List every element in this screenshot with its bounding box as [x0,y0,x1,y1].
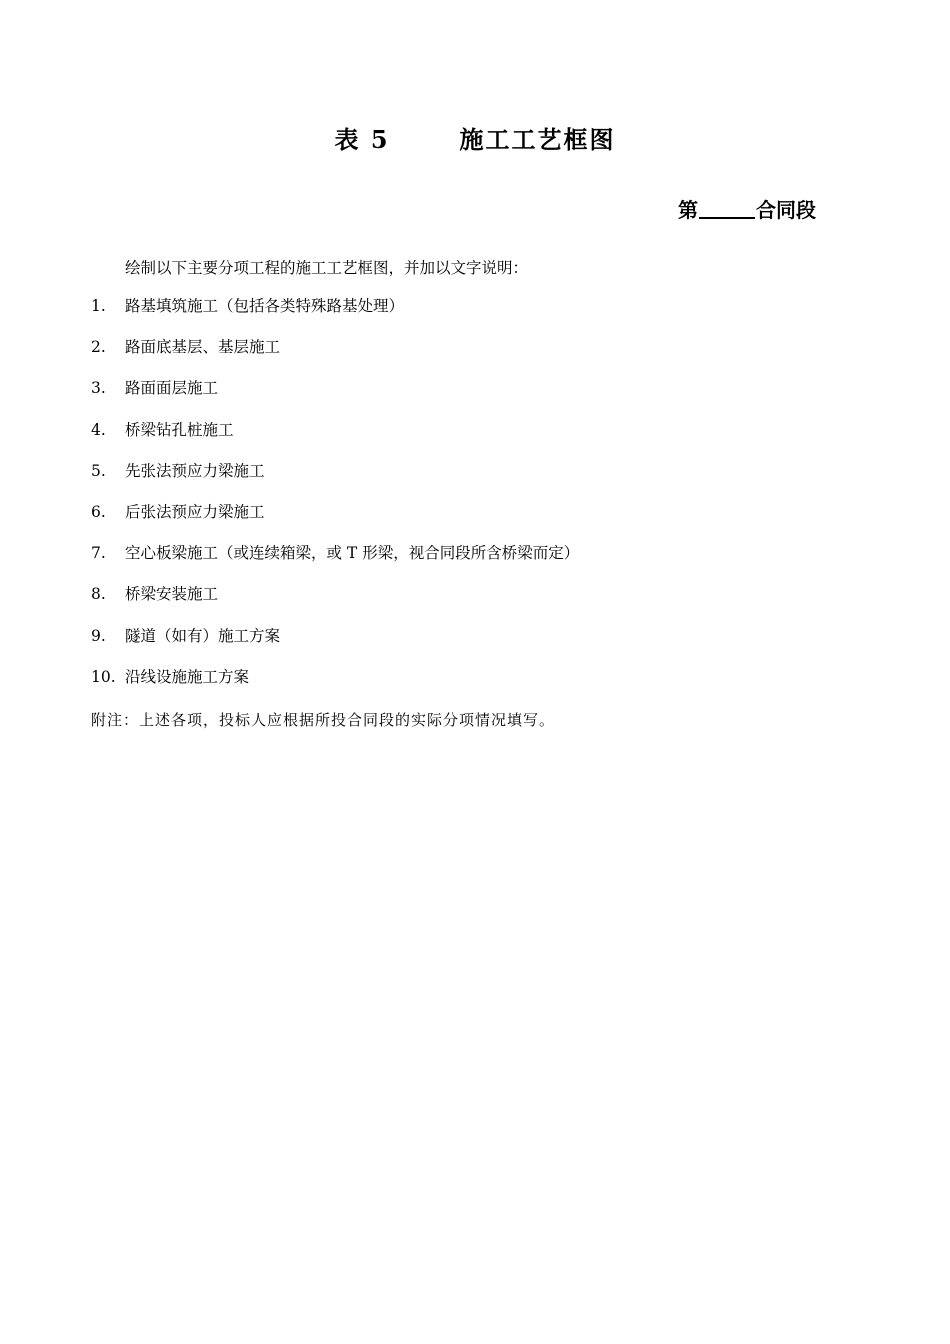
item-text: 沿线设施施工方案 [125,667,250,686]
item-number: 8. [91,585,106,604]
item-text: 先张法预应力梁施工 [125,461,265,480]
list-item [91,461,579,502]
item-text: 桥梁安装施工 [125,585,219,604]
section-suffix: 合同段 [756,198,816,222]
list-item [91,378,579,419]
item-text: 空心板梁施工（或连续箱梁，或 T 形梁，视合同段所含桥梁而定） [125,544,580,563]
item-number: 1. [91,297,106,315]
section-prefix: 第 [678,198,698,222]
section-number-blank [699,217,755,219]
item-number: 10. [91,667,116,686]
list-item [91,543,579,584]
footnote: 附注：上述各项，投标人应根据所投合同段的实际分项情况填写。 [91,711,556,729]
item-number: 3. [91,379,106,398]
item-text: 后张法预应力梁施工 [125,502,265,521]
list-item [91,420,579,461]
page-title [0,120,950,155]
item-list [91,296,579,708]
list-item [91,337,579,378]
item-text: 路基填筑施工（包括各类特殊路基处理） [125,297,405,315]
item-number: 7. [91,544,106,563]
list-item [91,584,579,625]
list-item [91,626,579,667]
item-number: 4. [91,420,106,439]
intro-text: 绘制以下主要分项工程的施工工艺框图，并加以文字说明： [125,259,529,277]
item-text: 路面底基层、基层施工 [125,338,281,357]
item-number: 2. [91,338,106,357]
table-label: 表 5 [334,125,390,154]
item-text: 隧道（如有）施工方案 [125,626,281,645]
item-text: 桥梁钻孔桩施工 [125,420,234,439]
list-item [91,502,579,543]
title-text: 施工工艺框图 [459,125,616,154]
item-number: 9. [91,626,106,645]
item-number: 6. [91,502,106,521]
item-number: 5. [91,461,106,480]
list-item [91,667,579,708]
contract-section-line [678,194,816,223]
list-item [91,296,579,337]
item-text: 路面面层施工 [125,379,219,398]
